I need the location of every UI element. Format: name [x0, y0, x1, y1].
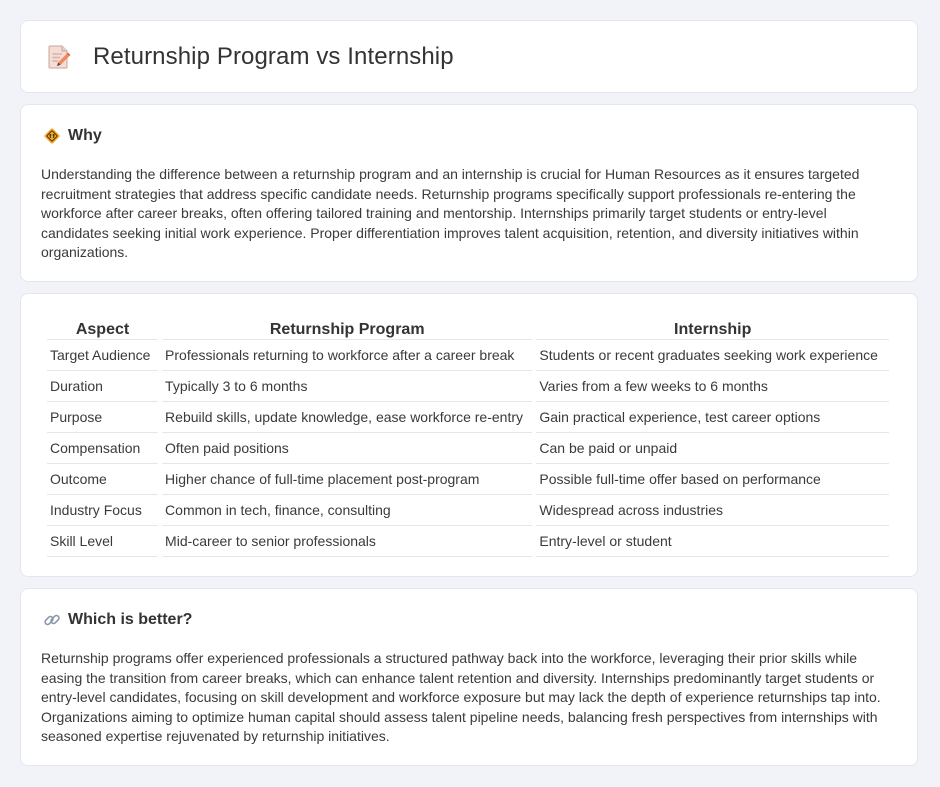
internship-cell: Can be paid or unpaid: [536, 433, 889, 464]
why-header: [43, 127, 102, 145]
internship-cell: Students or recent graduates seeking work experience: [536, 340, 889, 371]
aspect-cell: Skill Level: [47, 526, 158, 557]
table-row: [47, 495, 889, 526]
page-title: Returnship Program vs Internship: [93, 43, 454, 70]
internship-cell: Varies from a few weeks to 6 months: [536, 371, 889, 402]
table-row: [47, 371, 889, 402]
table-row: [47, 402, 889, 433]
link-icon: [43, 611, 61, 629]
internship-cell: Gain practical experience, test career options: [536, 402, 889, 433]
title-row: [47, 43, 454, 71]
comparison-card: [20, 293, 918, 577]
comparison-table: [43, 316, 893, 557]
aspect-cell: Compensation: [47, 433, 158, 464]
why-heading: Why: [68, 127, 102, 144]
diamond-sign-icon: [43, 127, 61, 145]
better-card: [20, 588, 918, 766]
internship-cell: Widespread across industries: [536, 495, 889, 526]
header-internship: Internship: [536, 316, 889, 340]
why-card: [20, 104, 918, 282]
table-row: [47, 340, 889, 371]
header-aspect: Aspect: [47, 316, 158, 340]
table-header-row: [47, 316, 889, 340]
table-row: [47, 464, 889, 495]
why-paragraph: Understanding the difference between a returnship program and an internship is crucial for Human Resources as it ensures targeted recruitment strategies that address specific candidate needs. Returnship programs specifically support professionals re-entering the workforce after career breaks, often offering tailored training and mentorship. Internships primarily target students or entry-level candidates seeking initial work experience. Proper differentiation improves talent acquisition, retention, and diversity initiatives within organizations.: [41, 166, 860, 261]
better-heading: Which is better?: [68, 611, 193, 628]
returnship-cell: Typically 3 to 6 months: [162, 371, 532, 402]
aspect-cell: Target Audience: [47, 340, 158, 371]
returnship-cell: Common in tech, finance, consulting: [162, 495, 532, 526]
aspect-cell: Industry Focus: [47, 495, 158, 526]
better-paragraph: Returnship programs offer experienced professionals a structured pathway back into the workforce, leveraging their prior skills while easing the transition from career breaks, which can enhance talent retention and diversity. Internships predominantly target students or entry-level candidates, focusing on skill development and workforce exposure but may lack the depth of experience returnships tap into. Organizations aiming to optimize human capital should assess talent pipeline needs, balancing fresh perspectives from internships with seasoned expertise rejuvenated by returnship initiatives.: [41, 650, 881, 745]
better-header: [43, 611, 192, 629]
aspect-cell: Outcome: [47, 464, 158, 495]
table-row: [47, 433, 889, 464]
aspect-cell: Duration: [47, 371, 158, 402]
returnship-cell: Often paid positions: [162, 433, 532, 464]
table-row: [47, 526, 889, 557]
returnship-cell: Mid-career to senior professionals: [162, 526, 532, 557]
returnship-cell: Professionals returning to workforce after a career break: [162, 340, 532, 371]
header-returnship: Returnship Program: [162, 316, 532, 340]
aspect-cell: Purpose: [47, 402, 158, 433]
internship-cell: Entry-level or student: [536, 526, 889, 557]
title-card: [20, 20, 918, 93]
returnship-cell: Higher chance of full-time placement post-program: [162, 464, 532, 495]
returnship-cell: Rebuild skills, update knowledge, ease workforce re-entry: [162, 402, 532, 433]
internship-cell: Possible full-time offer based on performance: [536, 464, 889, 495]
document-pencil-icon: [47, 44, 71, 70]
